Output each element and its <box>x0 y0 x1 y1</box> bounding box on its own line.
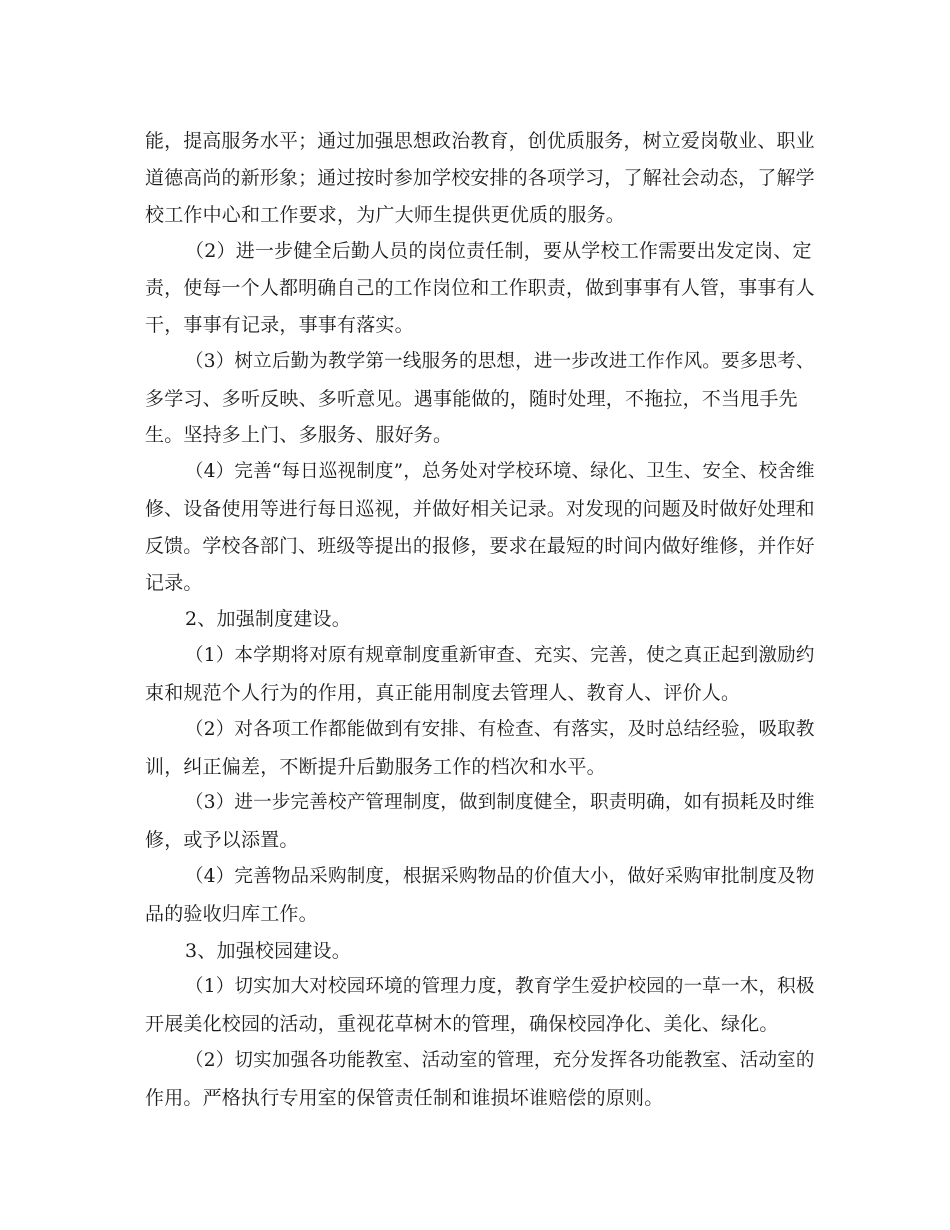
text-line: （3）进一步完善校产管理制度，做到制度健全，职责明确，如有损耗及时维 <box>185 792 815 814</box>
text-line: （2）进一步健全后勤人员的岗位责任制，要从学校工作需要出发定岗、定 <box>185 240 812 263</box>
text-line: 干，事事有记录，事事有落实。 <box>145 313 414 336</box>
text-line: （3）树立后勤为教学第一线服务的思想，进一步改进工作作风。要多思考、 <box>185 350 815 372</box>
text-line: 束和规范个人行为的作用，真正能用制度去管理人、教育人、评价人。 <box>145 681 741 704</box>
text-line: 训，纠正偏差，不断提升后勤服务工作的档次和水平。 <box>145 755 606 778</box>
text-line: 开展美化校园的活动，重视花草树木的管理，确保校园净化、美化、绿化。 <box>145 1013 779 1036</box>
text-line: 记录。 <box>145 571 203 594</box>
document-body <box>145 123 815 1117</box>
text-line: 校工作中心和工作要求，为广大师生提供更优质的服务。 <box>145 203 626 226</box>
text-line: （4）完善“每日巡视制度”，总务处对学校环境、绿化、卫生、安全、校舍维 <box>185 461 815 483</box>
section-heading: 3、加强校园建设。 <box>185 939 351 962</box>
text-line: 品的验收归库工作。 <box>145 902 318 925</box>
section-heading: 2、加强制度建设。 <box>185 608 351 631</box>
text-line: （2）对各项工作都能做到有安排、有检查、有落实，及时总结经验，吸取教 <box>185 718 815 740</box>
text-line: 能，提高服务水平；通过加强思想政治教育，创优质服务，树立爱岗敬业、职业 <box>145 130 815 152</box>
text-line: 修、设备使用等进行每日巡视，并做好相关记录。对发现的问题及时做好处理和 <box>145 497 815 520</box>
text-line: （1）切实加大对校园环境的管理力度，教育学生爱护校园的一草一木，积极 <box>185 976 815 998</box>
text-line: （4）完善物品采购制度，根据采购物品的价值大小，做好采购审批制度及物 <box>185 865 815 887</box>
text-line: 责，使每一个人都明确自己的工作岗位和工作职责，做到事事有人管，事事有人 <box>145 277 815 300</box>
text-line: 修，或予以添置。 <box>145 829 299 852</box>
text-line: 生。坚持多上门、多服务、服好务。 <box>145 424 453 447</box>
text-line: （2）切实加强各功能教室、活动室的管理，充分发挥各功能教室、活动室的 <box>185 1049 815 1071</box>
text-line: 作用。严格执行专用室的保管责任制和谁损坏谁赔偿的原则。 <box>145 1086 664 1109</box>
text-line: 道德高尚的新形象；通过按时参加学校安排的各项学习，了解社会动态，了解学 <box>145 166 815 189</box>
text-line: 反馈。学校各部门、班级等提出的报修，要求在最短的时间内做好维修，并作好 <box>145 534 815 557</box>
text-line: 多学习、多听反映、多听意见。遇事能做的，随时处理，不拖拉，不当甩手先 <box>145 387 798 410</box>
text-line: （1）本学期将对原有规章制度重新审查、充实、完善，使之真正起到激励约 <box>185 645 815 667</box>
